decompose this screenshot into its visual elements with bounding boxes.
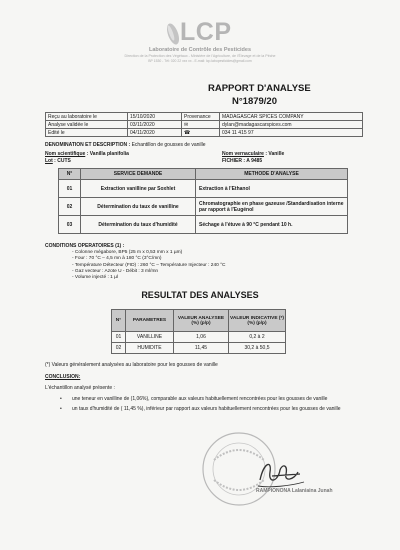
analyzed-value-cell: 11,45	[174, 343, 229, 354]
table-row	[59, 216, 348, 234]
row-number: 01	[112, 332, 126, 343]
table-row	[112, 343, 286, 354]
info-label: Analyse validée le	[46, 121, 128, 129]
lab-contact: BP 1530 - Tél: 020 22 xxx xx - E-mail: lcp.labopesticides@gmail.com	[148, 59, 252, 63]
table-row	[59, 180, 348, 198]
conclusion-intro: L'échantillon analysé présente :	[45, 385, 115, 391]
method-cell: Chromatographie en phase gazeuse /Standardisation interne par rapport à l'Eugénol	[196, 198, 348, 216]
phone-icon: ☎	[182, 129, 220, 137]
parameter-cell: VANILLINE	[126, 332, 174, 343]
info-value: 034 11 415 97	[220, 129, 363, 137]
envelope-icon: ✉	[182, 121, 220, 129]
info-date: 15/10/2020	[128, 113, 182, 121]
service-cell: Détermination du taux de vanilline	[81, 198, 196, 216]
row-number: 03	[59, 216, 81, 234]
conditions-title: CONDITIONS OPERATOIRES (1) :	[45, 243, 125, 249]
signature-icon	[250, 452, 310, 492]
info-date: 03/11/2020	[128, 121, 182, 129]
list-item: - Volume injecté : 1 µl	[72, 275, 118, 281]
lot-value: : CUTS	[52, 158, 71, 164]
info-key: Provenance	[182, 113, 220, 121]
column-header: PARAMETRES	[126, 310, 174, 332]
signer-name: RAMPIONONA Lalaniaina Junah	[256, 488, 333, 494]
row-number: 01	[59, 180, 81, 198]
results-title: RESULTAT DES ANALYSES	[141, 290, 259, 300]
column-header: N°	[59, 169, 81, 180]
info-value: dylan@madagascarspices.com	[220, 121, 363, 129]
column-header: VALEUR ANALYSEE (%) (p/p)	[174, 310, 229, 332]
table-row	[112, 332, 286, 343]
table-row	[46, 113, 363, 121]
list-item: • un taux d'humidité de ( 11,45 %), inférieur par rapport aux valeurs habituellement rencontrées pour les gousses de vanille	[60, 406, 355, 413]
conclusion-list	[60, 396, 355, 415]
conditions-list	[72, 250, 226, 281]
column-header: SERVICE DEMANDE	[81, 169, 196, 180]
table-row	[46, 129, 363, 137]
info-label: Reçu au laboratoire le	[46, 113, 128, 121]
lot-label: Lot	[45, 158, 53, 164]
table-header-row	[59, 169, 348, 180]
vernacular-name-value: : Vanille	[263, 151, 285, 157]
list-item: - Four : 70 °C – 4,5 mn à 180 °C (3°C/mn)	[72, 256, 162, 262]
description	[45, 142, 206, 148]
description-label: DENOMINATION ET DESCRIPTION :	[45, 142, 131, 148]
table-header-row	[112, 310, 286, 332]
service-cell: Extraction vanilline par Soxhlet	[81, 180, 196, 198]
scientific-name-value: : Vanilla planifolia	[85, 151, 129, 157]
footnote: (*) Valeurs généralement analysées au laboratoire pour les gousses de vanille	[45, 362, 218, 368]
row-number: 02	[59, 198, 81, 216]
list-item: - Gaz vecteur : Azote U - Débit : 3 ml/mn	[72, 268, 159, 274]
info-value: MADAGASCAR SPICES COMPANY	[220, 113, 363, 121]
scientific-name-label: Nom scientifique	[45, 151, 86, 157]
list-item: • une teneur en vanilline de (1,06%), comparable aux valeurs habituellement rencontrées pour les gousses de vanille	[60, 396, 355, 403]
parameter-cell: HUMIDITE	[126, 343, 174, 354]
description-value: Echantillon de gousses de vanille	[130, 142, 206, 148]
info-date: 04/11/2020	[128, 129, 182, 137]
indicative-value-cell: 30,2 à 50,5	[229, 343, 286, 354]
column-header: METHODE D'ANALYSE	[196, 169, 348, 180]
lab-subtitle: Direction de la Protection des Végétaux - Ministère de l'Agriculture, de l'Élevage et de la Pêche	[124, 54, 276, 58]
report-title: RAPPORT D'ANALYSE	[208, 83, 311, 94]
column-header: N°	[112, 310, 126, 332]
fichier: FICHIER : A 9485	[222, 158, 263, 164]
list-item: - Colonne mégabore, BP5 (25 m x 0,53 mm x 1 µm)	[72, 250, 183, 255]
column-header: VALEUR INDICATIVE (*) (%) (p/p)	[229, 310, 286, 332]
conclusion-title: CONCLUSION:	[45, 374, 81, 380]
logo-text: LCP	[180, 18, 232, 46]
info-label: Edité le	[46, 129, 128, 137]
analyzed-value-cell: 1,06	[174, 332, 229, 343]
vernacular-name-label: Nom vernaculaire	[222, 151, 264, 157]
lab-name: Laboratoire de Contrôle des Pesticides	[148, 47, 252, 53]
results-table	[111, 309, 286, 354]
list-item: - Température Détecteur (FID) : 260 °C – Température Injecteur : 240 °C	[72, 262, 226, 268]
info-table	[45, 112, 363, 137]
service-cell: Détermination du taux d'humidité	[81, 216, 196, 234]
indicative-value-cell: 0,2 à 2	[229, 332, 286, 343]
report-number: N°1879/20	[232, 96, 277, 107]
vernacular-name	[222, 151, 284, 157]
method-cell: Séchage à l'étuve à 90 °C pendant 10 h.	[196, 216, 348, 234]
table-row	[59, 198, 348, 216]
table-row	[46, 121, 363, 129]
method-cell: Extraction à l'Ethanol	[196, 180, 348, 198]
method-table	[58, 168, 348, 234]
row-number: 02	[112, 343, 126, 354]
scientific-name	[45, 151, 129, 157]
lot	[45, 158, 71, 164]
